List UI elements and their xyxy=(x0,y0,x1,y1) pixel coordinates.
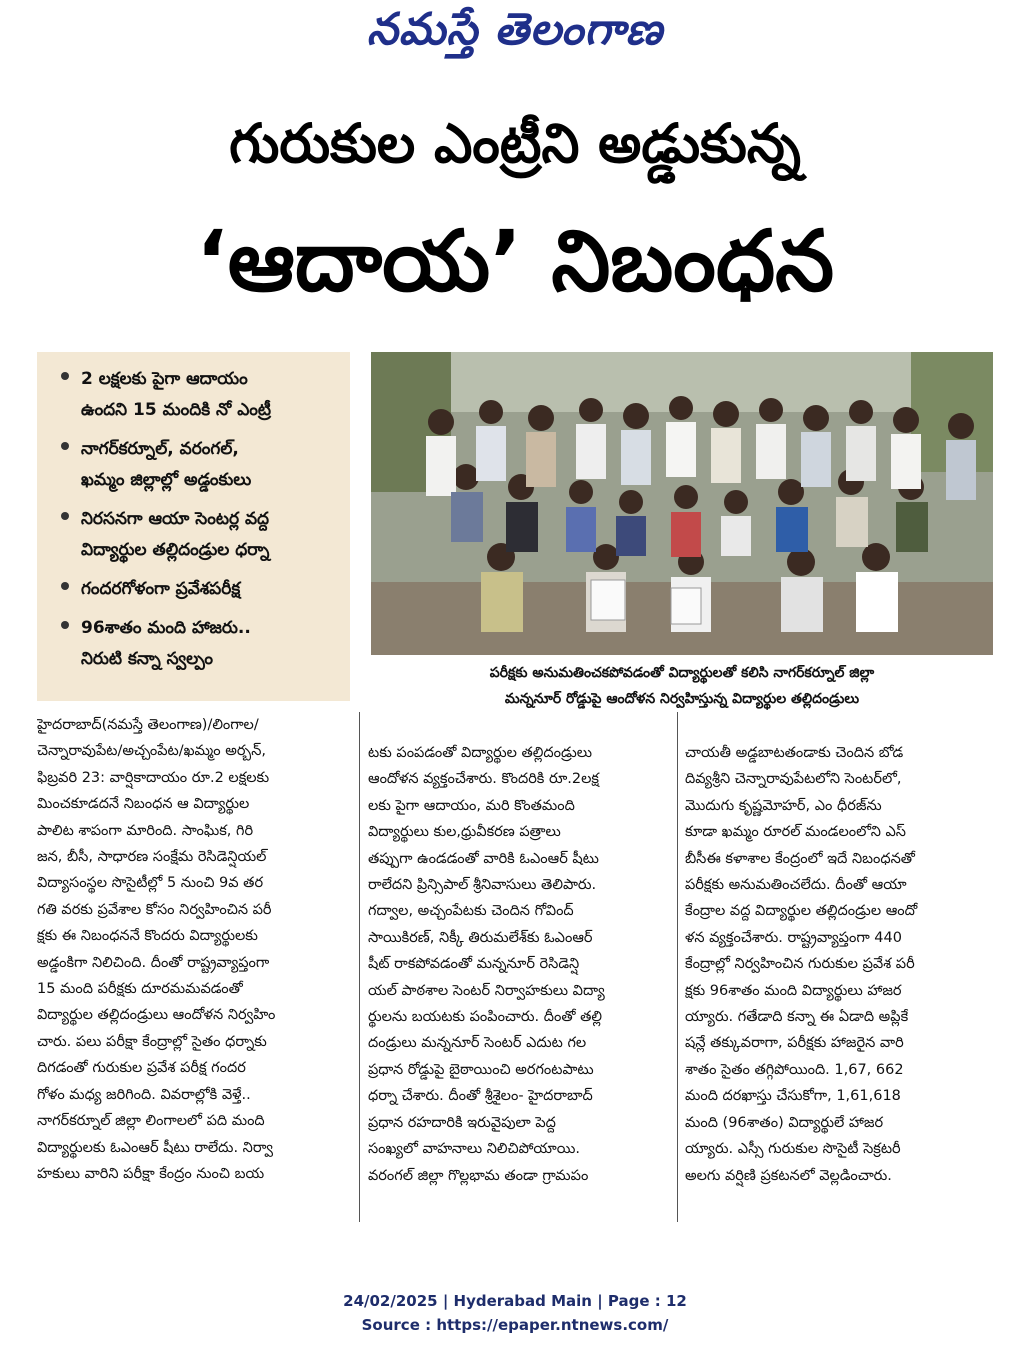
footer-dateline: 24/02/2025 | Hyderabad Main | Page : 12 xyxy=(343,1292,687,1310)
article-line: మంది దరఖాస్తు చేసుకోగా, 1,61,618 xyxy=(685,1088,901,1105)
article-line: కేంద్రాల వద్ద విద్యార్థుల తల్లిదండ్రుల ఆందో xyxy=(685,903,918,920)
article-line: అడ్డంకిగా నిలిచింది. దీంతో రాష్ట్రవ్యాప్తంగా xyxy=(37,954,270,971)
article-line: హకులు వారిని పరీక్షా కేంద్రం నుంచి బయ xyxy=(37,1165,265,1182)
article-line: గద్వాల, అచ్చంపేటకు చెందిన గోవింద్ xyxy=(368,903,574,920)
article-line: టకు పంపడంతో విద్యార్థుల తల్లిదండ్రులు xyxy=(368,745,593,761)
article-line: చాయతీ అడ్డబాటతండాకు చెందిన బోడ xyxy=(685,745,904,761)
highlight-line: నాగర్‌కర్నూల్, వరంగల్, xyxy=(81,439,239,459)
article-line: చెన్నారావుపేట/అచ్చంపేట/ఖమ్మం అర్బన్, xyxy=(37,743,266,760)
article-line: సంఖ్యలో వాహనాలు నిలిచిపోయాయి. xyxy=(368,1141,580,1158)
article-line: విద్యాసంస్థల సొసైటీల్లో 5 నుంచి 9వ తర xyxy=(37,875,264,892)
article-line: హైదరాబాద్(నమస్తే తెలంగాణ)/లింగాల/ xyxy=(37,717,259,733)
highlight-line: 2 లక్షలకు పైగా ఆదాయం xyxy=(81,369,248,389)
article-column-1 xyxy=(37,712,350,1187)
article-line: చారు. పలు పరీక్షా కేంద్రాల్లో సైతం ధర్నాకు xyxy=(37,1033,267,1050)
article-line: కేంద్రాల్లో నిర్వహించిన గురుకుల ప్రవేశ పరీ xyxy=(685,956,915,973)
article-line: షన్లే తక్కువరాగా, పరీక్షకు హాజరైన వారి xyxy=(685,1035,904,1052)
article-line: 15 మంది పరీక్షకు దూరమమవడంతో xyxy=(37,981,243,998)
article-line: ధర్నా చేశారు. దీంతో శ్రీశైలం- హైదరాబాద్ xyxy=(368,1088,593,1105)
article-line: ఆందోళన వ్యక్తంచేశారు. కొందరికి రూ.2లక్ష xyxy=(368,771,599,788)
article-line: యల్ పాఠశాల సెంటర్ నిర్వాహకులు విద్యా xyxy=(368,982,605,999)
bullet-icon xyxy=(61,621,69,629)
highlight-line: ఉందని 15 మందికి నో ఎంట్రీ xyxy=(81,400,272,420)
bullet-icon xyxy=(61,442,69,450)
column-divider xyxy=(359,712,360,1222)
article-line: ప్రధాన రహదారికి ఇరువైపులా పెద్ద xyxy=(368,1114,556,1131)
highlight-item xyxy=(59,574,342,605)
headline-line-2: ‘ఆదాయ’ నిబంధన xyxy=(195,212,835,310)
bullet-icon xyxy=(61,512,69,520)
protest-photo xyxy=(371,352,993,655)
caption-line-1: పరీక్షకు అనుమతించకపోవడంతో విద్యార్థులతో కలిసి నాగర్‌కర్నూల్ జిల్లా xyxy=(489,665,875,681)
highlight-line: గందరగోళంగా ప్రవేశపరీక్ష xyxy=(81,579,241,599)
caption-line-2: మన్ననూర్ రోడ్డుపై ఆందోళన నిర్వహిస్తున్న విద్యార్థుల తల్లిదండ్రులు xyxy=(504,691,860,707)
article-line: మించకూడదనే నిబంధన ఆ విద్యార్థుల xyxy=(37,796,250,813)
article-line: పాలిట శాపంగా మారింది. సాంఘిక, గిరి xyxy=(37,822,254,839)
masthead-logo: నమస్తే తెలంగాణ xyxy=(366,4,664,55)
article-line: వరంగల్ జిల్లా గొల్లభామ తండా గ్రామపం xyxy=(368,1167,589,1184)
article-line: క్షకు ఈ నిబంధననే కొందరు విద్యార్థులకు xyxy=(37,928,258,945)
article-line: మంది (96శాతం) విద్యార్థులే హాజర xyxy=(685,1114,884,1131)
highlight-line: నిరసనగా ఆయా సెంటర్ల వద్ద xyxy=(81,509,270,529)
article-line: విద్యార్థుల తల్లిదండ్రులు ఆందోళన నిర్వహిం xyxy=(37,1007,276,1024)
article-line: బీసీఈ కళాశాల కేంద్రంలో ఇదే నిబంధనతో xyxy=(685,850,915,867)
highlight-line: నిరుటి కన్నా స్వల్పం xyxy=(81,649,213,669)
article-line: య్యారు. ఎస్సీ గురుకుల సొసైటీ సెక్రటరీ xyxy=(685,1141,901,1158)
article-line: య్యారు. గతేడాది కన్నా ఈ ఏడాది అప్లికే xyxy=(685,1009,909,1026)
highlight-item xyxy=(59,613,342,675)
bullet-icon xyxy=(61,372,69,380)
article-line: ఫిబ్రవరి 23: వార్షికాదాయం రూ.2 లక్షలకు xyxy=(37,769,270,786)
bullet-icon xyxy=(61,582,69,590)
article-line: ప్రధాన రోడ్డుపై బైఠాయించి అరగంటపాటు xyxy=(368,1061,594,1078)
article-line: అలగు వర్షిణి ప్రకటనలో వెల్లడించారు. xyxy=(685,1167,892,1184)
article-line: దిగడంతో గురుకుల ప్రవేశ పరీక్ష గందర xyxy=(37,1060,246,1077)
article-column-2 xyxy=(368,740,671,1189)
column-divider xyxy=(677,712,678,1222)
highlight-item xyxy=(59,504,342,566)
headline-line-1: గురుకుల ఎంట్రీని అడ్డుకున్న xyxy=(229,112,801,175)
article-line: రాలేదని ప్రిన్సిపాల్ శ్రీనివాసులు తెలిపారు. xyxy=(368,877,597,894)
footer-source: Source : https://epaper.ntnews.com/ xyxy=(361,1316,669,1334)
article-line: తప్పుగా ఉండడంతో వారికి ఓఎంఆర్ షీటు xyxy=(368,850,599,867)
article-line: గోళం మధ్య జరిగింది. వివరాల్లోకి వెళ్తే.. xyxy=(37,1086,251,1103)
article-line: దివ్యశ్రీని చెన్నారావుపేటలోని సెంటర్‌లో, xyxy=(685,771,902,788)
highlights-box xyxy=(37,352,350,701)
highlight-line: విద్యార్థుల తల్లిదండ్రుల ధర్నా xyxy=(81,540,270,560)
article-line: విద్యార్థులు కుల,ధ్రువీకరణ పత్రాలు xyxy=(368,824,561,841)
article-line: ర్థులను బయటకు పంపించారు. దీంతో తల్లి xyxy=(368,1009,603,1026)
article-line: దండ్రులు మన్ననూర్ సెంటర్ ఎదుట గల xyxy=(368,1035,587,1052)
article-line: కూడా ఖమ్మం రూరల్ మండలంలోని ఎస్ xyxy=(685,824,906,841)
highlight-item xyxy=(59,434,342,496)
photo-caption xyxy=(371,660,993,712)
article-line: లకు పైగా ఆదాయం, మరి కొంతమంది xyxy=(368,797,575,814)
article-line: జన, బీసీ, సాధారణ సంక్షేమ రెసిడెన్షియల్ xyxy=(37,849,267,866)
article-column-3 xyxy=(685,740,995,1189)
article-line: పరీక్షకు అనుమతించలేదు. దీంతో ఆయా xyxy=(685,877,907,894)
article-line: మొదుగు కృష్ణమోహర్, ఎం ధీరజ్‌ను xyxy=(685,797,882,814)
article-line: నాగర్‌కర్నూల్ జిల్లా లింగాలలో పది మంది xyxy=(37,1113,265,1130)
article-line: ళన వ్యక్తంచేశారు. రాష్ట్రవ్యాప్తంగా 440 xyxy=(685,929,902,946)
article-line: గతి వరకు ప్రవేశాల కోసం నిర్వహించిన పరీ xyxy=(37,901,272,918)
article-line: సాయికిరణ్, నిక్కీ తిరుమలేశ్‌కు ఓఎంఆర్ xyxy=(368,929,593,946)
article-line: క్షకు 96శాతం మంది విద్యార్థులు హాజర xyxy=(685,982,902,999)
article-line: శాతం సైతం తగ్గిపోయింది. 1,67, 662 xyxy=(685,1061,904,1078)
article-line: విద్యార్థులకు ఓఎంఆర్ షీటు రాలేదు. నిర్వా xyxy=(37,1139,274,1156)
highlight-item xyxy=(59,364,342,426)
article-line: షీట్ రాకపోవడంతో మన్ననూర్ రెసిడెన్షి xyxy=(368,956,580,973)
highlight-line: 96శాతం మంది హాజరు.. xyxy=(81,618,251,638)
highlight-line: ఖమ్మం జిల్లాల్లో అడ్డంకులు xyxy=(81,470,252,490)
protest-photo-illustration xyxy=(371,352,993,655)
